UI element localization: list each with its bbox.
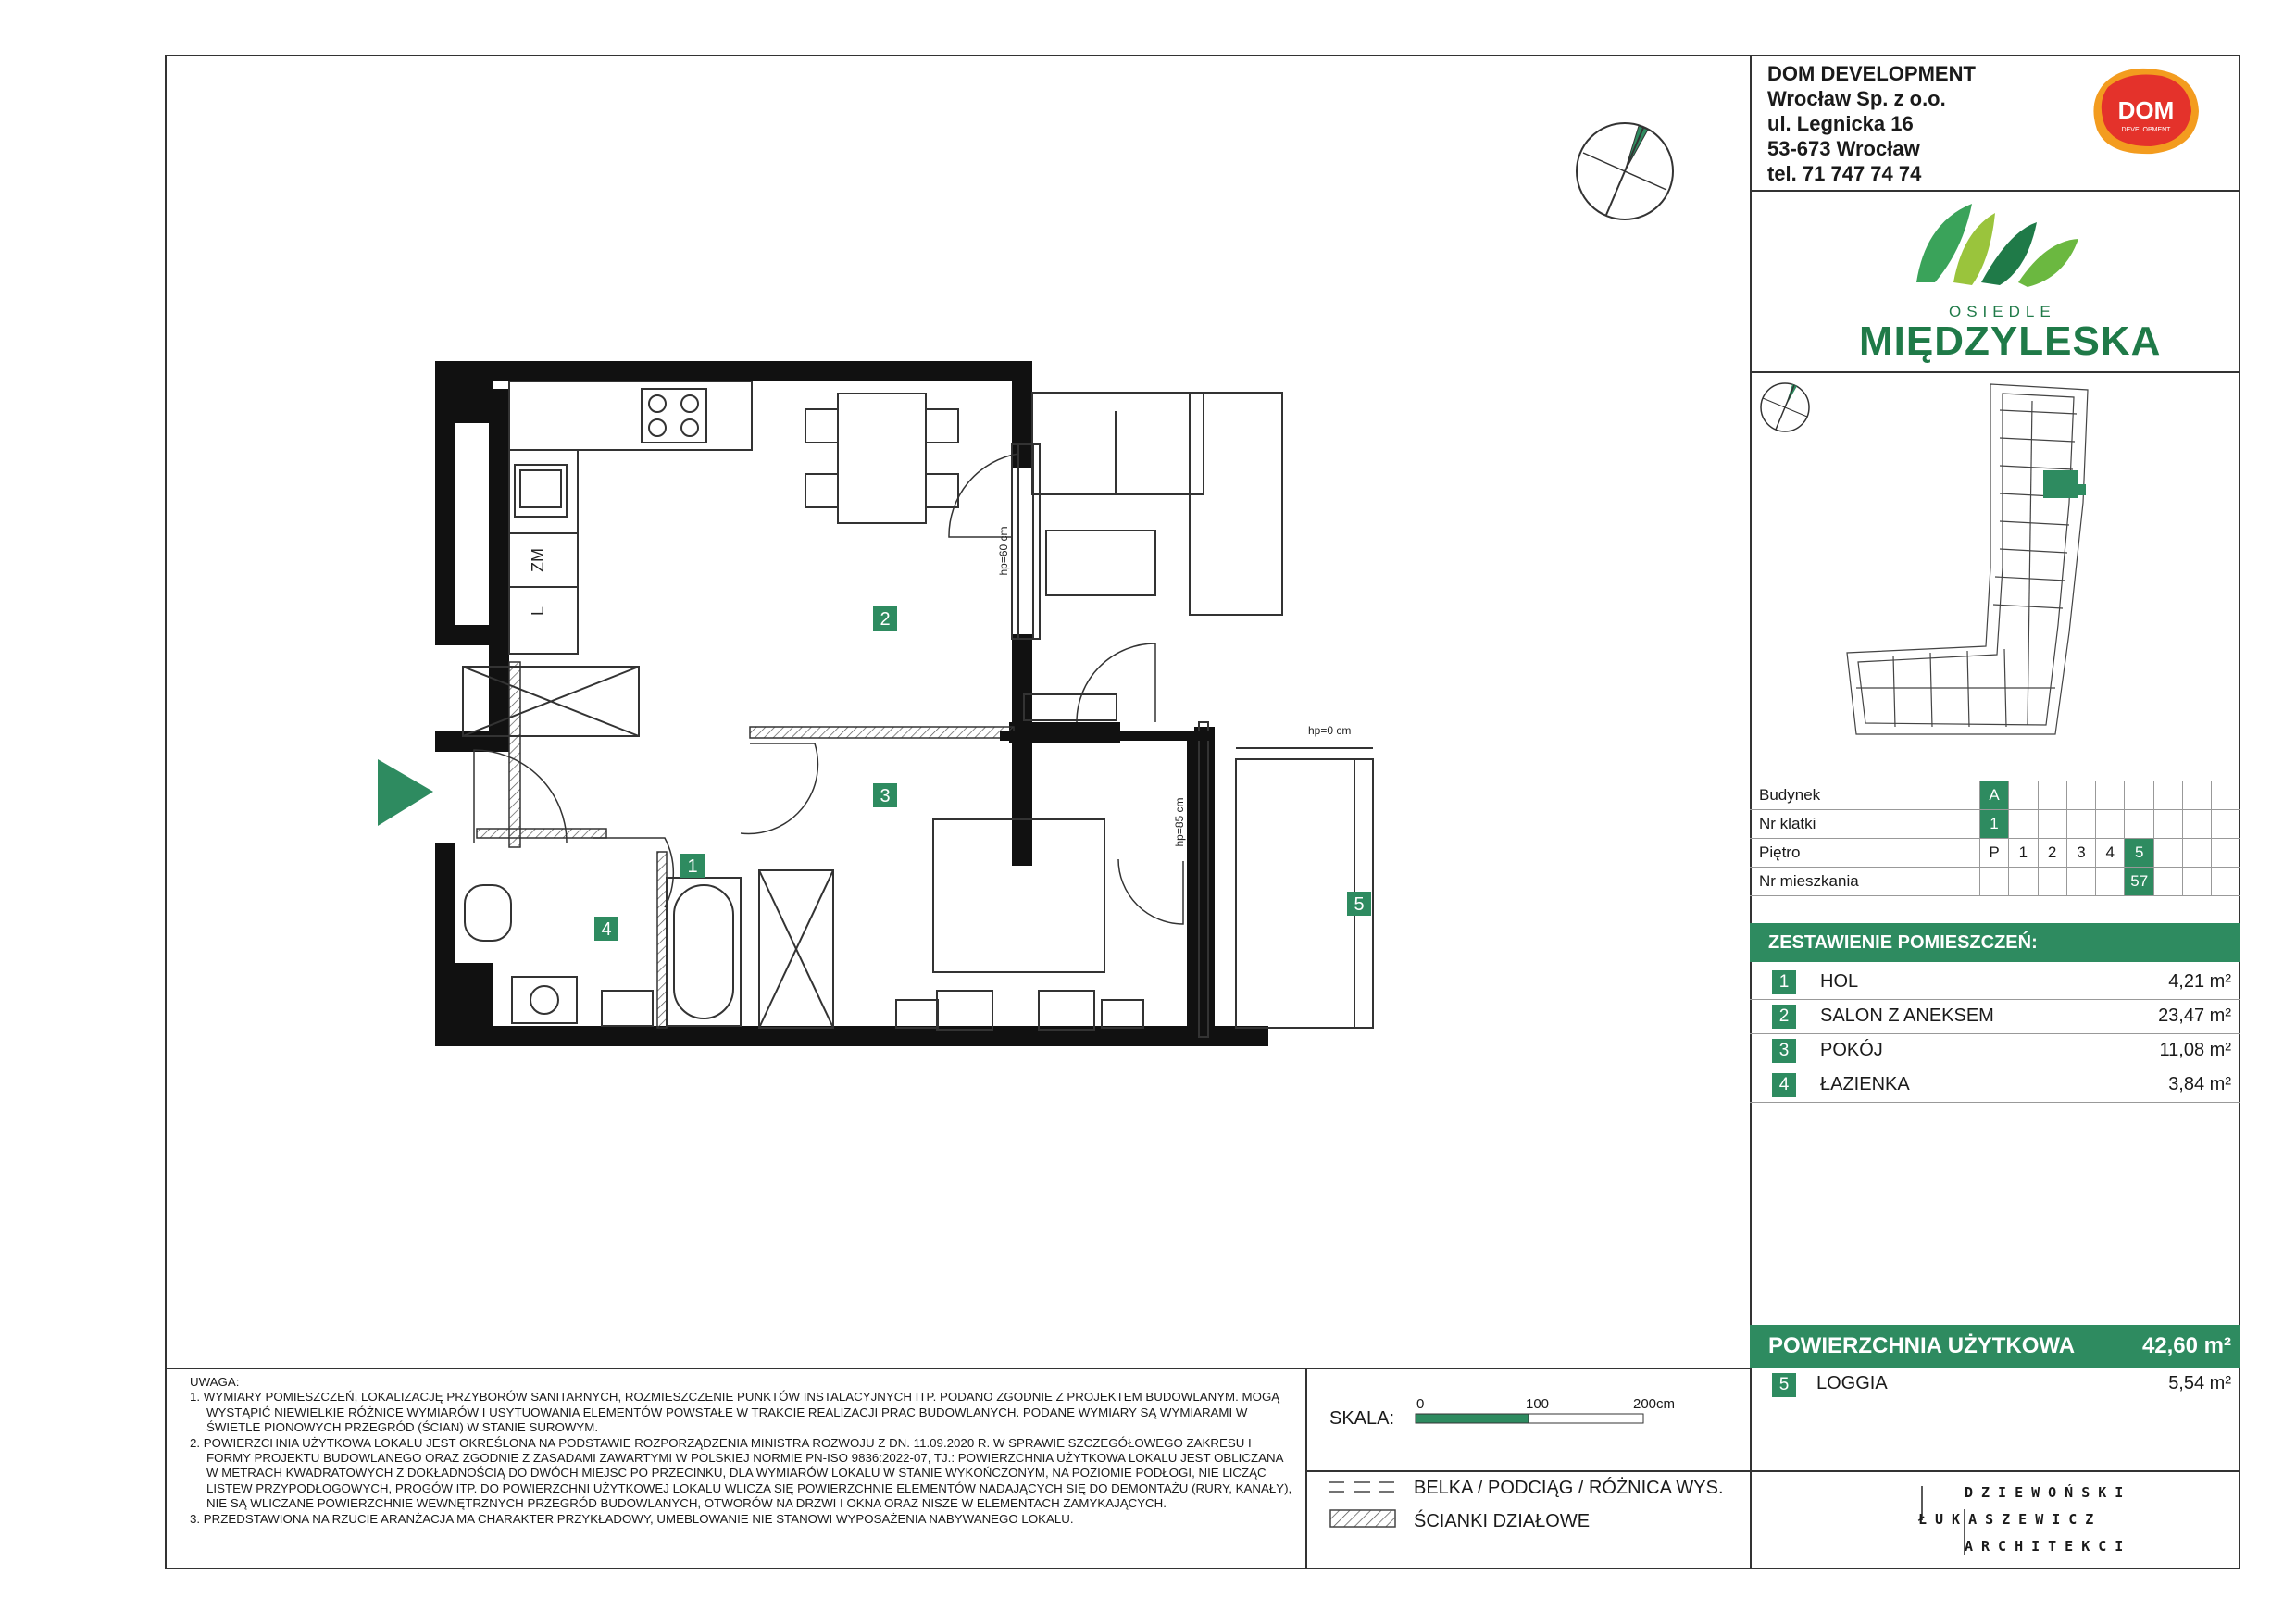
note-item: 1. WYMIARY POMIESZCZEŃ, LOKALIZACJĘ PRZYBORÓW SANITARNYCH, ROZMIESZCZENIE PUNKTÓW INSTALACYJNYCH ITP. PODANO ZGODNIE Z PROJEKTEM BUDOWLANYM. MOGĄ WYSTĄPIĆ NIEWIELKIE RÓŻNICE WYMIARÓW I USYTUOWANIA ELEMENTÓW POWSTAŁE W TRAKCIE REALIZACJI PRAC BUDOWLANYCH. PODANE WYMIARY SĄ WYMIARAMI W ŚWIETLE PIONOWYCH PRZEGRÓD (ŚCIAN) W STANIE SUROWYM. xyxy=(190,1390,1280,1435)
table-cell xyxy=(2038,868,2066,896)
entrance-arrow-icon xyxy=(378,759,433,826)
usable-area-label: POWIERZCHNIA UŻYTKOWA xyxy=(1768,1333,2076,1358)
table-label: Piętro xyxy=(1750,839,1979,868)
table-cell xyxy=(2154,839,2183,868)
scale-tick-200: 200cm xyxy=(1633,1396,1676,1412)
table-cell xyxy=(2211,839,2240,868)
room-area: 5,54 m² xyxy=(2168,1373,2231,1393)
beam-legend-icon xyxy=(1329,1480,1396,1494)
architect-line: ARCHITEKCI xyxy=(1965,1538,2132,1555)
table-cell xyxy=(2096,868,2125,896)
company-line: Wrocław Sp. z o.o. xyxy=(1767,87,1946,110)
project-name: MIĘDZYLESKA xyxy=(1859,319,2162,364)
table-cell: 1 xyxy=(2009,839,2038,868)
room-area: 23,47 m² xyxy=(2158,1006,2231,1026)
table-row xyxy=(1750,810,2240,839)
window-height-0: hp=0 cm xyxy=(1308,724,1352,737)
architect-line: ŁUKASZEWICZ xyxy=(1918,1511,2103,1528)
notes-top-divider xyxy=(165,1368,1750,1369)
table-cell xyxy=(2182,781,2211,810)
table-cell xyxy=(2038,810,2066,839)
list-item xyxy=(1750,965,2240,1000)
table-cell xyxy=(2009,868,2038,896)
note-item: 2. POWIERZCHNIA UŻYTKOWA LOKALU JEST OKREŚLONA NA PODSTAWIE ROZPORZĄDZENIA MINISTRA ROZWOJU Z DN. 11.09.2020 R. W SPRAWIE SZCZEGÓŁOWEGO ZAKRESU I FORMY PROJEKTU BUDOWLANEGO ORAZ ZGODNIE Z ZASADAMI ZAWARTYMI W POLSKIEJ NORMIE PN-ISO 9836:2022-07, TJ.: POWIERZCHNIA UŻYTKOWA LOKALU JEST OBLICZANA W METRACH KWADRATOWYCH Z DOKŁADNOŚCIĄ DO DWÓCH MIEJSC PO PRZECINKU, DLA WYMIARÓW LOKALU W STANIE WYKOŃCZONYM, NA POZIOMIE PODŁOGI, NIE LICZĄC LISTEW PRZYPODŁOGOWYCH, PROGÓW ITP. DO POWIERZCHNI UŻYTKOWEJ LOKALU WLICZA SIĘ POWIERZCHNIE ELEMENTÓW NADAJĄCYCH SIĘ DO DEMONTAŻU (RURY, KANAŁY), NIE SĄ WLICZANE POWIERZCHNIE WEWNĘTRZNYCH PRZEGRÓD BUDOWLANYCH, OTWORÓW NA DRZWI I OKNA ORAZ NISZE W ELEMENTACH ZAMYKAJĄCYCH. xyxy=(190,1435,1292,1511)
table-cell xyxy=(2066,781,2095,810)
room-5-label: 5 xyxy=(1354,894,1365,915)
table-row xyxy=(1750,839,2240,868)
table-cell xyxy=(2211,781,2240,810)
washer-label: L xyxy=(529,606,547,617)
room-name: HOL xyxy=(1820,971,1859,992)
table-cell xyxy=(2096,781,2125,810)
room-number-badge: 3 xyxy=(1772,1039,1796,1063)
scale-bar xyxy=(1415,1413,1648,1426)
fridge-label: ZM xyxy=(529,548,547,572)
loggia-outline xyxy=(1236,748,1373,1028)
loggia-row xyxy=(1750,1370,2240,1405)
room-number-badge: 2 xyxy=(1772,1005,1796,1029)
table-cell: 1 xyxy=(1979,810,2008,839)
usable-area-bar xyxy=(1750,1325,2240,1368)
company-divider xyxy=(1750,190,2240,192)
notes-block xyxy=(190,1375,1296,1527)
partition-legend-icon xyxy=(1329,1509,1396,1528)
table-label: Nr klatki xyxy=(1750,810,1979,839)
room-area: 11,08 m² xyxy=(2159,1040,2231,1060)
table-cell xyxy=(2211,868,2240,896)
room-area: 4,21 m² xyxy=(2168,971,2231,992)
room-name: POKÓJ xyxy=(1820,1040,1883,1060)
notes-divider xyxy=(1305,1368,1307,1569)
sofa xyxy=(1032,393,1282,615)
table-cell xyxy=(2182,839,2211,868)
table-cell xyxy=(2038,781,2066,810)
north-arrow-icon xyxy=(1574,120,1676,222)
table-cell xyxy=(2096,810,2125,839)
table-cell xyxy=(2125,810,2154,839)
table-cell xyxy=(2066,868,2095,896)
legend-divider xyxy=(1305,1470,2240,1472)
table-cell xyxy=(2211,810,2240,839)
company-line: 53-673 Wrocław xyxy=(1767,137,1920,160)
table-label: Nr mieszkania xyxy=(1750,868,1979,896)
room-number-badge: 1 xyxy=(1772,970,1796,994)
dining-table xyxy=(805,394,958,523)
table-cell: 2 xyxy=(2038,839,2066,868)
room-name: ŁAZIENKA xyxy=(1820,1074,1910,1094)
table-cell: 5 xyxy=(2125,839,2154,868)
table-cell: 4 xyxy=(2096,839,2125,868)
company-line: DOM DEVELOPMENT xyxy=(1767,62,1976,85)
company-address xyxy=(1767,61,1976,186)
logo-text: DOM xyxy=(2117,96,2175,124)
room-name: LOGGIA xyxy=(1816,1373,1888,1393)
table-cell xyxy=(2066,810,2095,839)
floor-plan xyxy=(370,352,1537,1074)
room-1-label: 1 xyxy=(687,856,698,877)
scale-label: SKALA: xyxy=(1329,1408,1395,1429)
company-line: tel. 71 747 74 74 xyxy=(1767,162,1922,185)
table-cell xyxy=(2182,868,2211,896)
table-cell xyxy=(2154,810,2183,839)
logo-subtext: DEVELOPMENT xyxy=(2121,127,2171,133)
architect-logo-lines xyxy=(1916,1481,2083,1560)
list-item xyxy=(1750,1033,2240,1068)
table-cell xyxy=(2009,810,2038,839)
key-plan-north-icon xyxy=(1759,381,1811,433)
architect-line: DZIEWOŃSKI xyxy=(1965,1484,2132,1501)
project-small-title: OSIEDLE xyxy=(1949,303,2056,320)
notes-title: UWAGA: xyxy=(190,1375,240,1389)
partition-legend-label: ŚCIANKI DZIAŁOWE xyxy=(1414,1511,1591,1531)
room-area: 3,84 m² xyxy=(2168,1074,2231,1094)
note-item: 3. PRZEDSTAWIONA NA RZUCIE ARANŻACJA MA CHARAKTER PRZYKŁADOWY, UMEBLOWANIE NIE STANOWI WYPOSAŻENIA NABYWANEGO LOKALU. xyxy=(190,1511,1074,1526)
room-name: SALON Z ANEKSEM xyxy=(1820,1006,1994,1026)
table-cell xyxy=(2125,781,2154,810)
table-cell xyxy=(2154,868,2183,896)
room-number-badge: 5 xyxy=(1772,1373,1796,1397)
beam-legend-label: BELKA / PODCIĄG / RÓŻNICA WYS. xyxy=(1414,1478,1724,1498)
scale-tick-0: 0 xyxy=(1416,1396,1425,1412)
scale-tick-100: 100 xyxy=(1526,1396,1550,1412)
list-item xyxy=(1750,1068,2240,1103)
table-cell: 57 xyxy=(2125,868,2154,896)
table-cell: A xyxy=(1979,781,2008,810)
table-cell: 3 xyxy=(2066,839,2095,868)
table-cell xyxy=(2009,781,2038,810)
bathroom-fixtures xyxy=(465,870,833,1028)
osiedle-leaf-logo xyxy=(1907,194,2083,292)
dom-development-logo xyxy=(2088,65,2208,157)
table-cell xyxy=(2182,810,2211,839)
table-cell xyxy=(2154,781,2183,810)
room-4-label: 4 xyxy=(601,919,612,940)
table-row xyxy=(1750,868,2240,896)
table-cell xyxy=(1979,868,2008,896)
company-line: ul. Legnicka 16 xyxy=(1767,112,1914,135)
usable-area-value: 42,60 m² xyxy=(2141,1333,2231,1358)
room-number-badge: 4 xyxy=(1772,1073,1796,1097)
room-3-label: 3 xyxy=(880,786,891,806)
list-item xyxy=(1750,999,2240,1034)
unit-info-table xyxy=(1750,781,2240,896)
table-cell: P xyxy=(1979,839,2008,868)
room-2-label: 2 xyxy=(880,609,891,630)
project-divider xyxy=(1750,371,2240,373)
table-row xyxy=(1750,781,2240,810)
table-label: Budynek xyxy=(1750,781,1979,810)
window-height-60: hp=60 cm xyxy=(997,526,1010,576)
rooms-heading: ZESTAWIENIE POMIESZCZEŃ: xyxy=(1750,923,2240,962)
window-height-85: hp=85 cm xyxy=(1173,797,1186,847)
building-key-plan xyxy=(1838,382,2115,743)
